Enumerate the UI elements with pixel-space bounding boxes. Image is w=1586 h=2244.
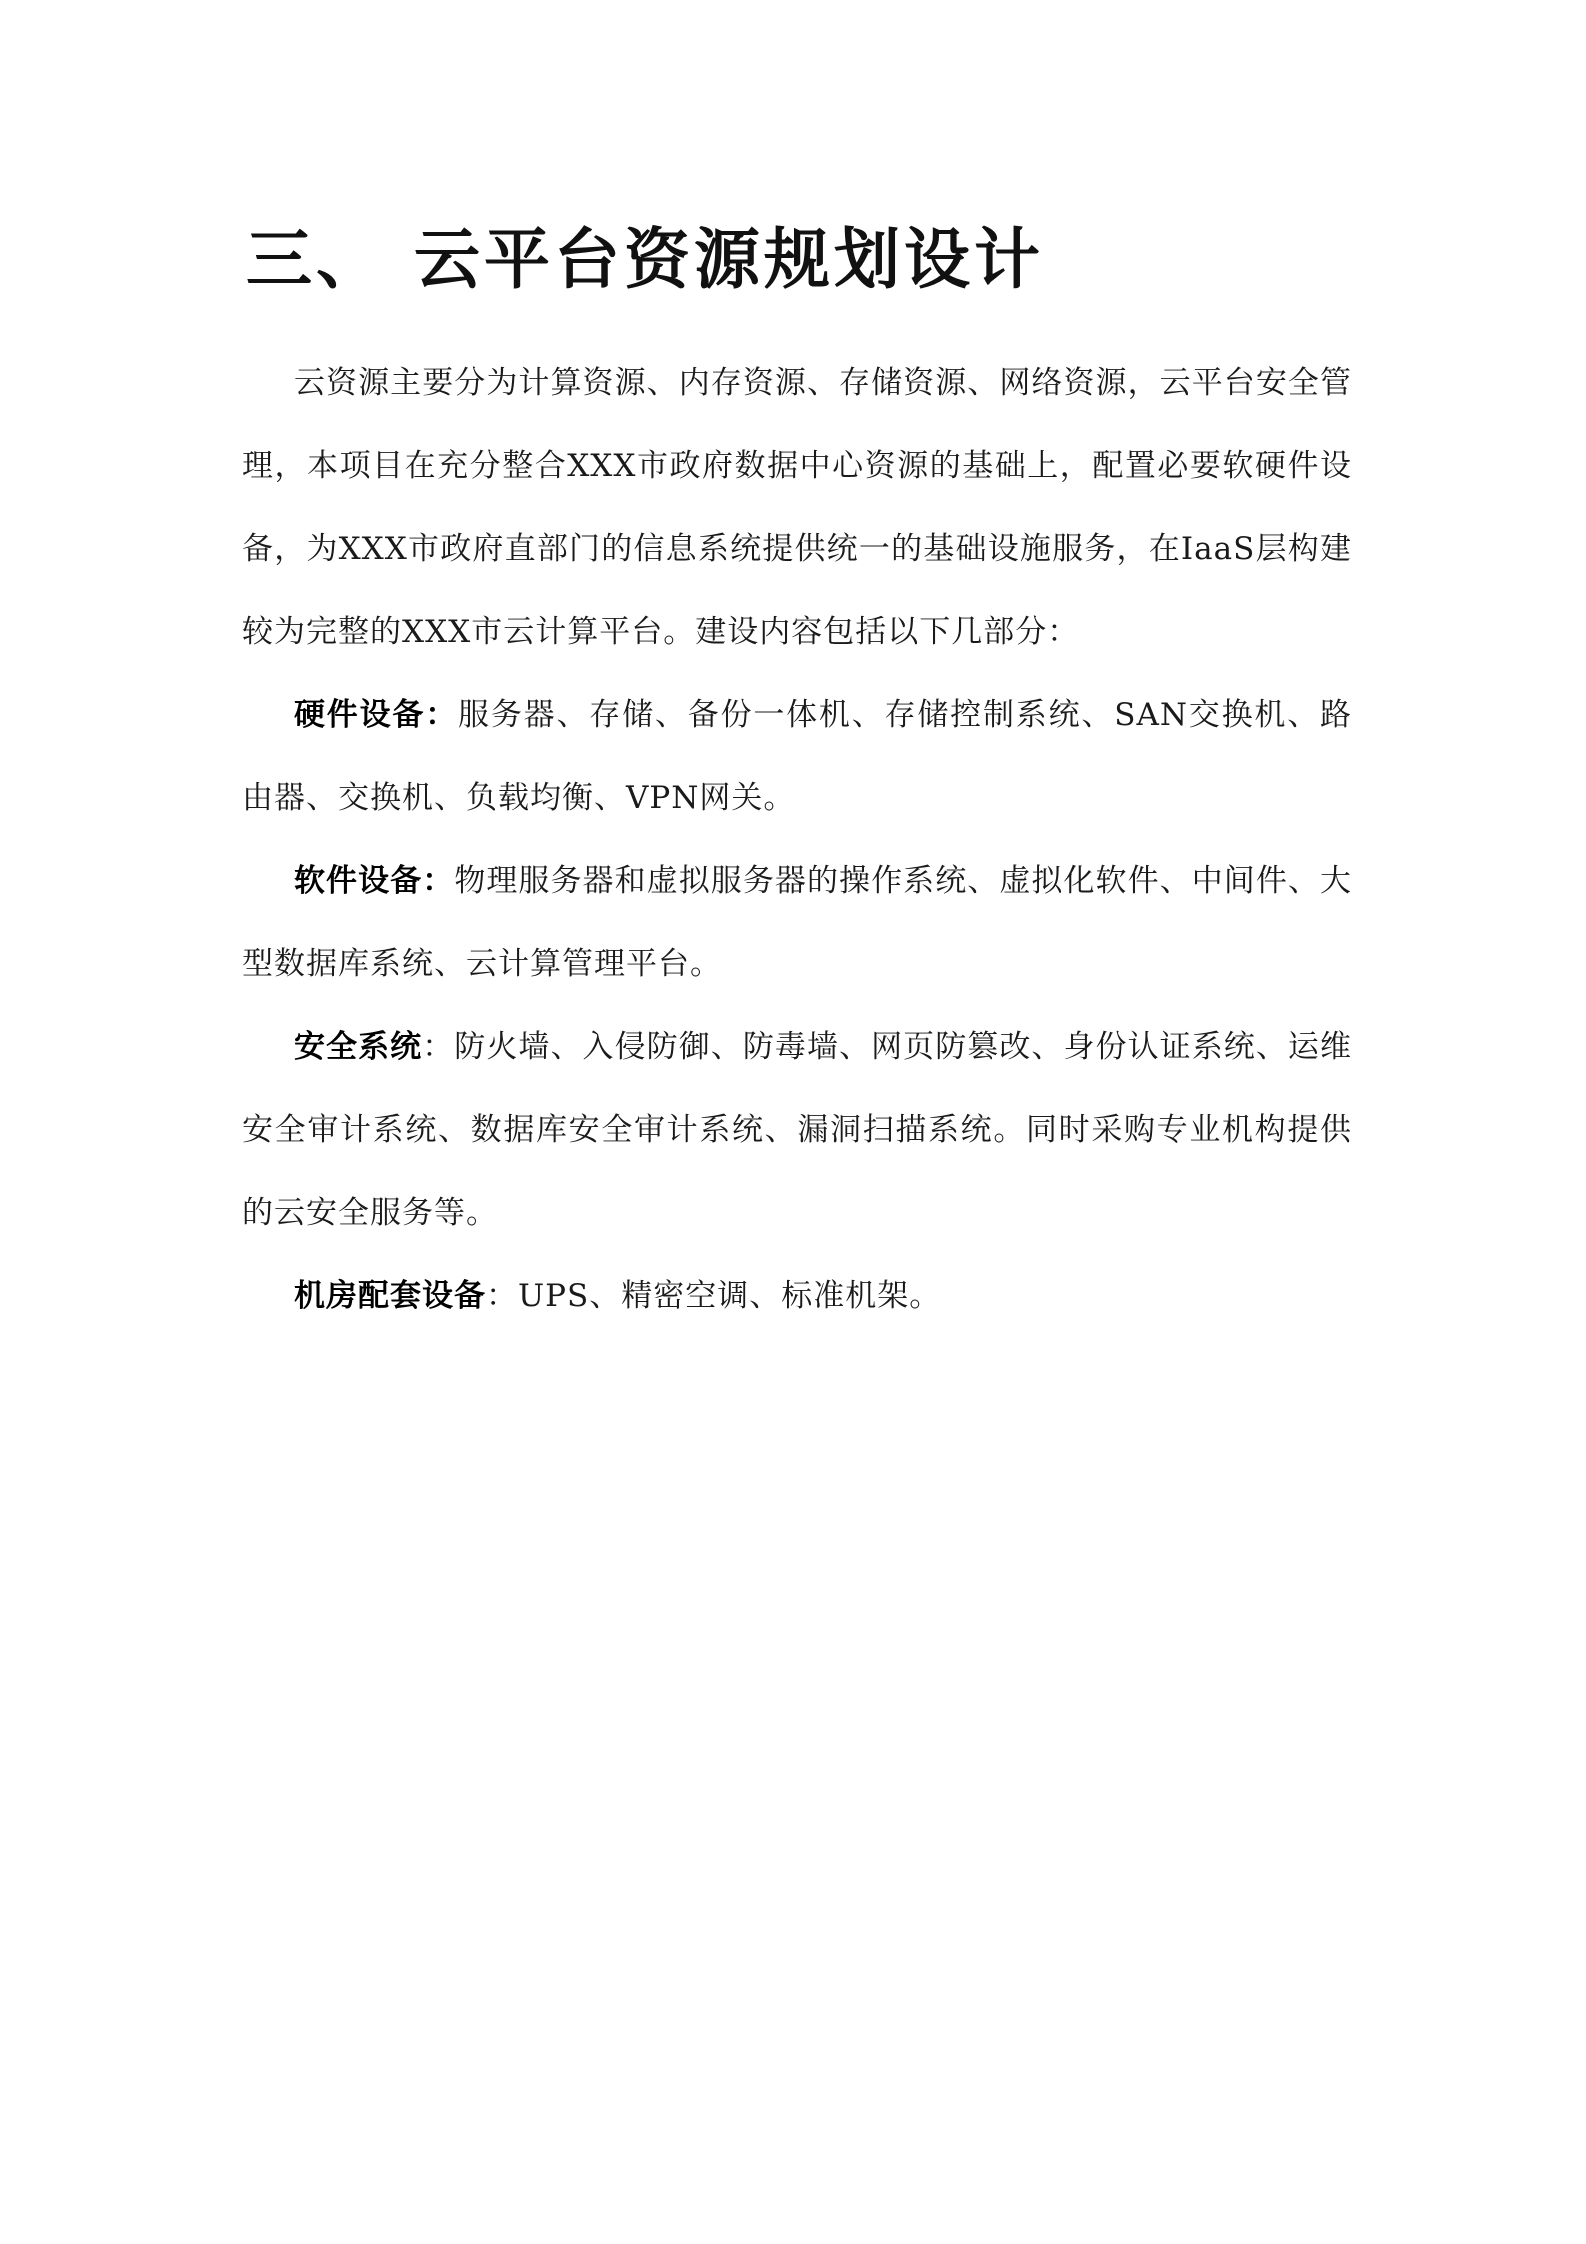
hardware-term: 硬件设备：: [294, 697, 459, 733]
section-heading: [246, 206, 1044, 301]
section-title: 云平台资源规划设计: [414, 221, 1044, 298]
hardware-paragraph: [242, 674, 1352, 840]
facility-paragraph: [242, 1255, 1352, 1338]
section-number: 三、: [246, 221, 386, 298]
security-term: 安全系统: [294, 1029, 423, 1065]
security-text: ：防火墙、入侵防御、防毒墙、网页防篡改、身份认证系统、运维安全审计系统、数据库安全审计系统、漏洞扫描系统。同时采购专业机构提供的云安全服务等。: [242, 1029, 1352, 1231]
security-paragraph: [242, 1006, 1352, 1255]
hardware-text: 服务器、存储、备份一体机、存储控制系统、SAN交换机、路由器、交换机、负载均衡、VPN网关。: [242, 697, 1353, 816]
facility-text: ：UPS、精密空调、标准机架。: [486, 1278, 942, 1314]
intro-paragraph: 云资源主要分为计算资源、内存资源、存储资源、网络资源，云平台安全管理，本项目在充分整合XXX市政府数据中心资源的基础上，配置必要软硬件设备，为XXX市政府直部门的信息系统提供统一的基础设施服务，在IaaS层构建较为完整的XXX市云计算平台。建设内容包括以下几部分：: [242, 365, 1352, 650]
software-text: 物理服务器和虚拟服务器的操作系统、虚拟化软件、中间件、大型数据库系统、云计算管理平台。: [242, 863, 1352, 982]
software-term: 软件设备：: [294, 863, 455, 899]
software-paragraph: [242, 840, 1352, 1006]
facility-term: 机房配套设备: [294, 1278, 486, 1314]
section-body: [242, 342, 1352, 1338]
